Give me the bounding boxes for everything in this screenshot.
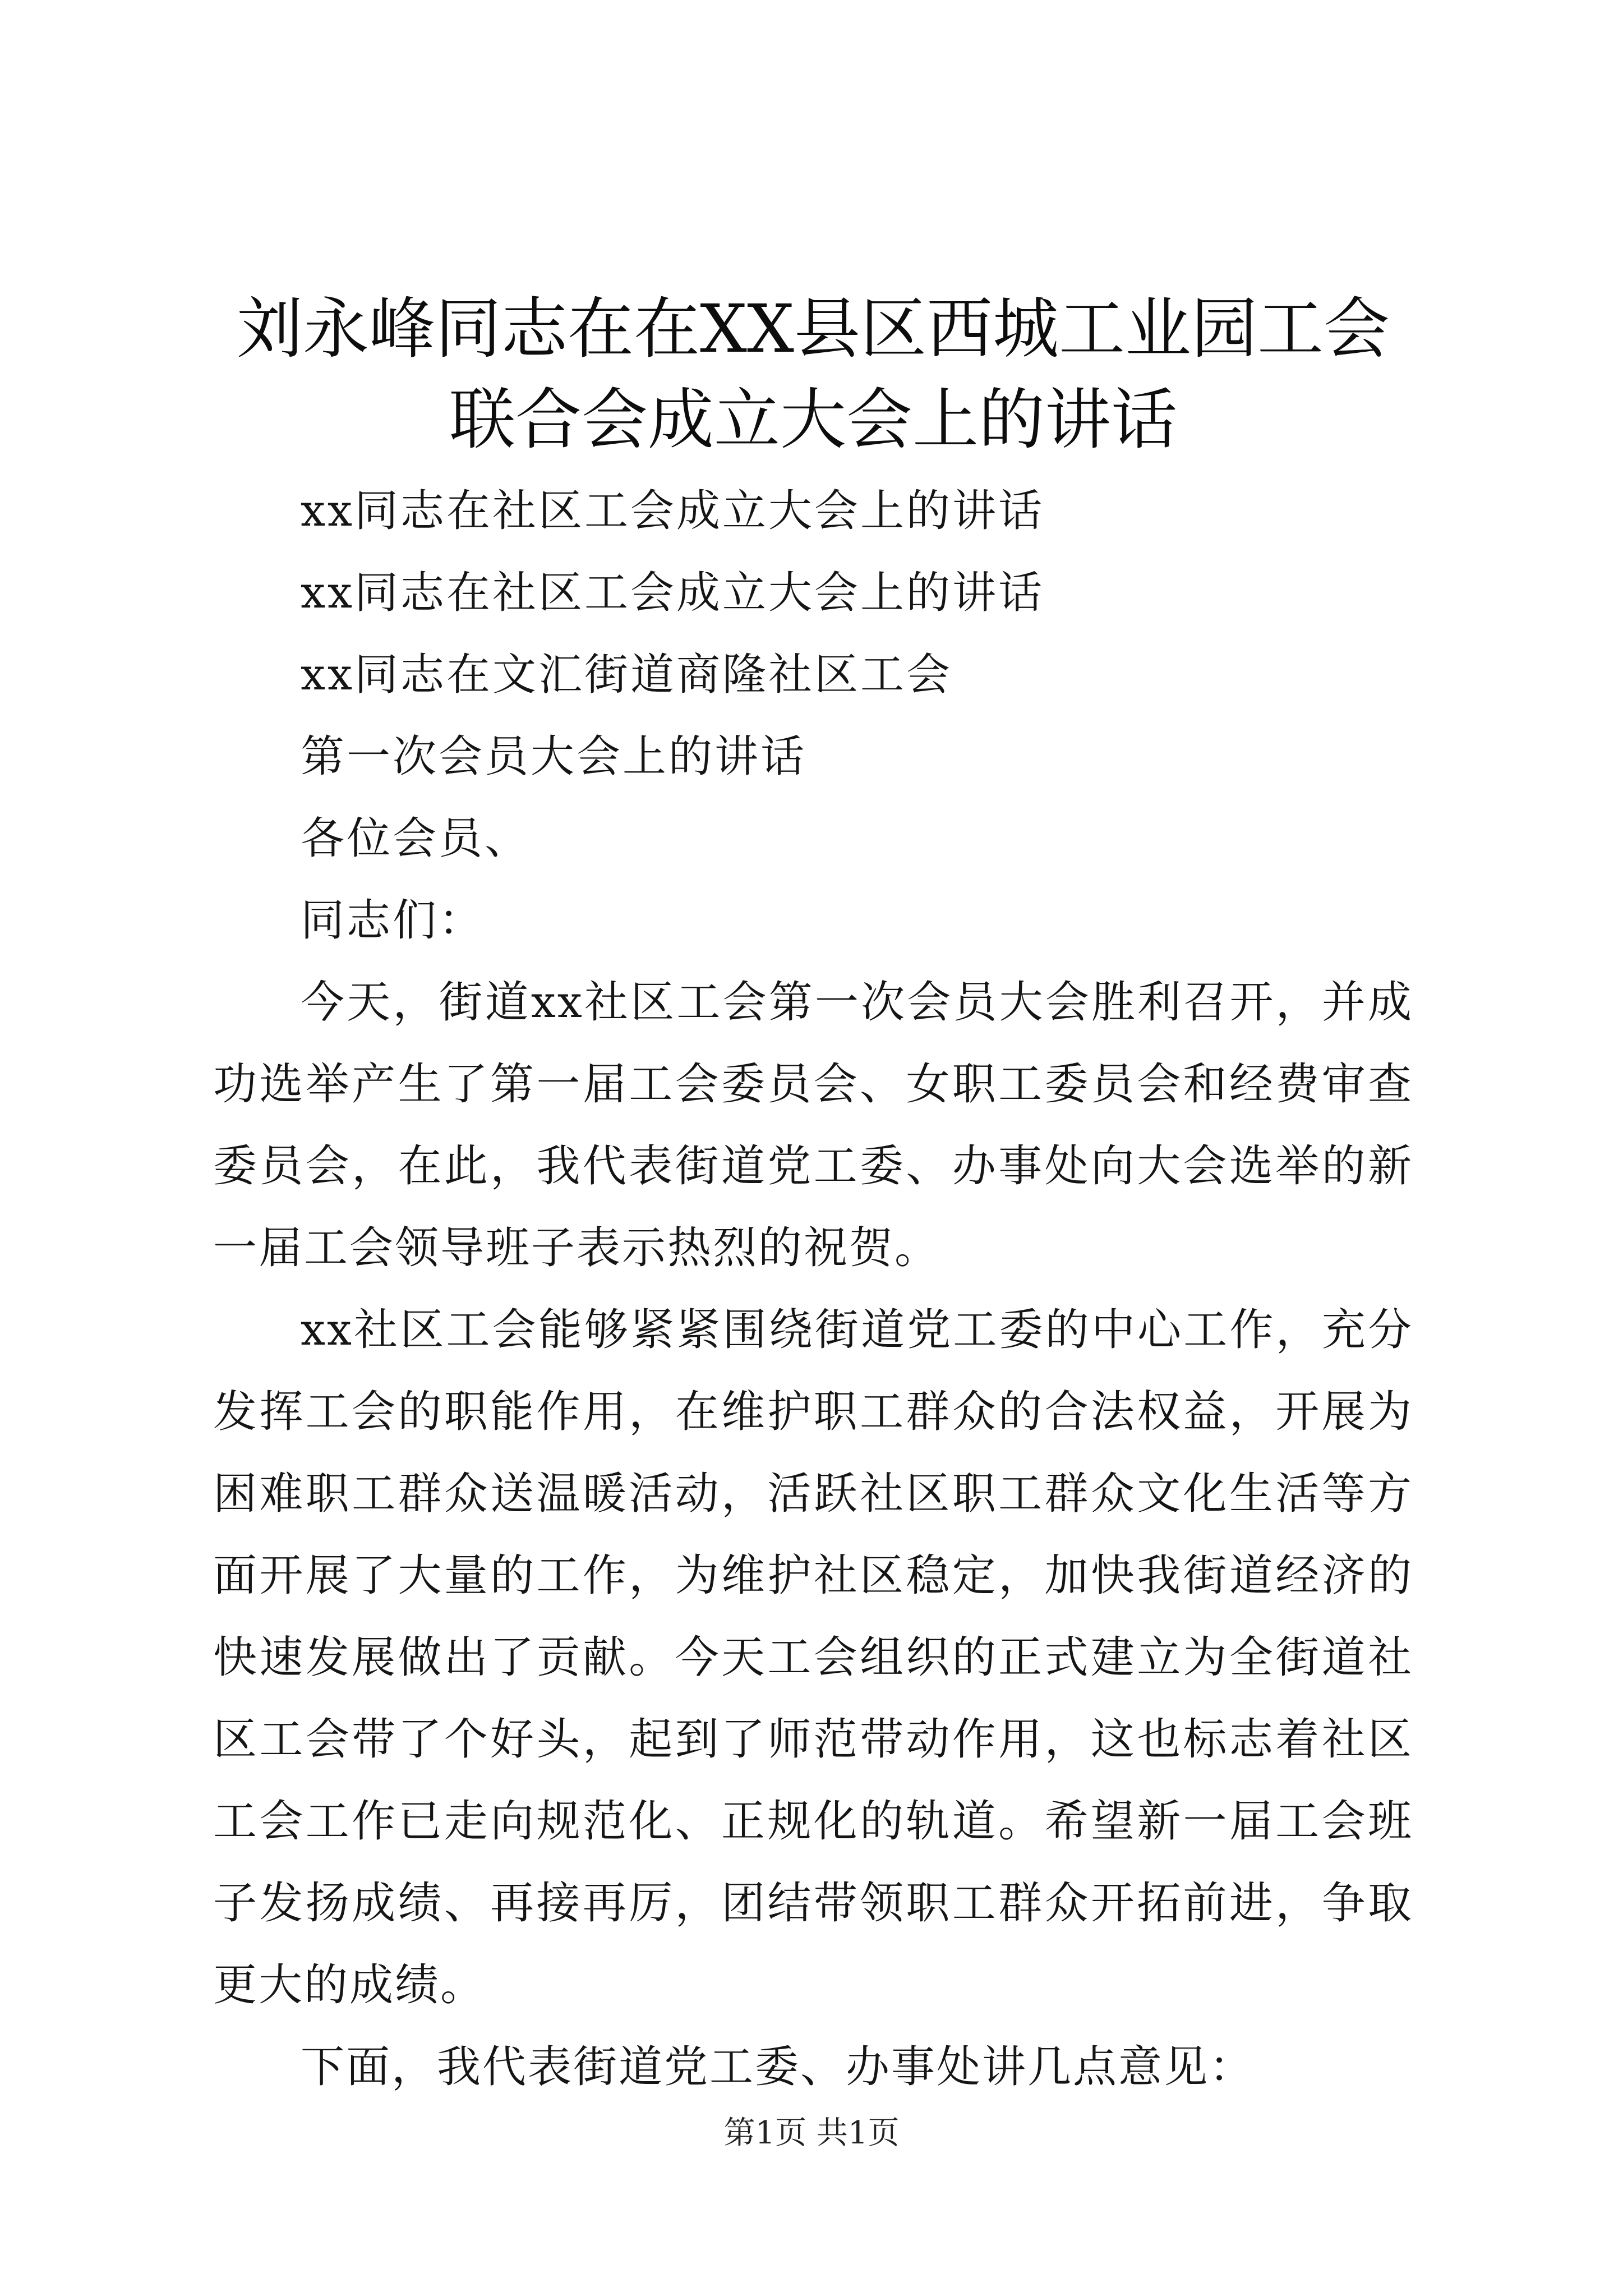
heading-line-1: xx同志在社区工会成立大会上的讲话 <box>301 486 1044 536</box>
document-title: 刘永峰同志在在XX县区西城工业园工会联合会成立大会上的讲话 <box>236 290 1390 458</box>
body-paragraph-3: 下面，我代表街道党工委、办事处讲几点意见： <box>301 2042 1255 2092</box>
document-body <box>213 470 1413 2108</box>
page-footer: 第1页 共1页 <box>723 2115 900 2151</box>
body-paragraph-1: 今天，街道xx社区工会第一次会员大会胜利召开，并成功选举产生了第一届工会委员会、女职工委员会和经费审查委员会，在此，我代表街道党工委、办事处向大会选举的新一届工会领导班子表示热烈的祝贺。 <box>213 977 1413 1273</box>
heading-line-3: xx同志在文汇街道商隆社区工会 <box>301 650 952 700</box>
body-paragraph-2: xx社区工会能够紧紧围绕街道党工委的中心工作，充分发挥工会的职能作用，在维护职工群众的合法权益，开展为困难职工群众送温暖活动，活跃社区职工群众文化生活等方面开展了大量的工作，为维护社区稳定，加快我街道经济的快速发展做出了贡献。今天工会组织的正式建立为全街道社区工会带了个好头，起到了师范带动作用，这也标志着社区工会工作已走向规范化、正规化的轨道。希望新一届工会班子发扬成绩、再接再厉，团结带领职工群众开拓前进，争取更大的成绩。 <box>213 1305 1413 2010</box>
heading-line-4: 第一次会员大会上的讲话 <box>301 731 807 782</box>
salutation-line-2: 同志们： <box>301 895 485 946</box>
salutation-line-1: 各位会员、 <box>301 813 531 864</box>
heading-line-2: xx同志在社区工会成立大会上的讲话 <box>301 568 1044 618</box>
